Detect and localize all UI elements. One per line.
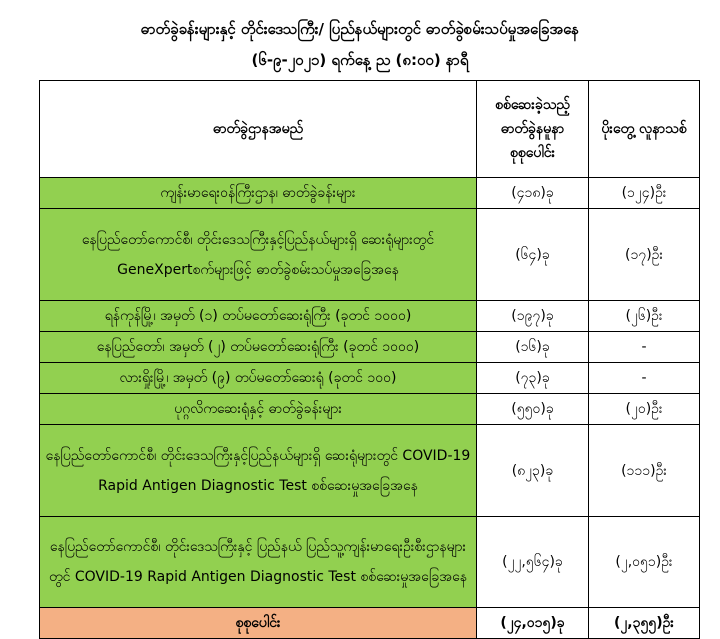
table-row — [40, 425, 700, 517]
positive-cell: (၁၁၁)ဦး — [589, 425, 700, 517]
positive-cell: - — [589, 332, 700, 363]
positive-cell: (၁၂၄)ဦး — [589, 178, 700, 209]
tests-cell: (၆၄)ခု — [477, 209, 589, 301]
table-row — [40, 517, 700, 608]
lab-name-cell: နေပြည်တော်ကောင်စီ၊ တိုင်းဒေသကြီးနှင့်ပြည်နယ်များရှိ ဆေးရုံများတွင် GeneXpertစက်များဖြင့် ဓာတ်ခွဲစမ်းသပ်မှုအခြေအနေ — [40, 209, 477, 301]
positive-cell: (၁၇)ဦး — [589, 209, 700, 301]
table-row — [40, 363, 700, 394]
tests-cell: (၈၂၃)ခု — [477, 425, 589, 517]
tests-cell: (၁၉၇)ခု — [477, 301, 589, 332]
table-row — [40, 209, 700, 301]
lab-name-cell: လားရှိုးမြို့၊ အမှတ် (၉) တပ်မတော်ဆေးရုံ (ခုတင် ၁၀၀) — [40, 363, 477, 394]
total-positive-cell: (၂,၃၅၅)ဦး — [589, 608, 700, 639]
header-row — [40, 81, 700, 178]
lab-name-cell: နေပြည်တော်ကောင်စီ၊ တိုင်းဒေသကြီးနှင့်ပြည်နယ်များရှိ ဆေးရုံများတွင် COVID-19 Rapid Antigen Diagnostic Test စစ်ဆေးမှုအခြေအနေ — [40, 425, 477, 517]
title-line-1: ဓာတ်ခွဲခန်းများနှင့် တိုင်းဒေသကြီး/ ပြည်နယ်များတွင် ဓာတ်ခွဲစမ်းသပ်မှုအခြေအနေ — [140, 20, 580, 38]
lab-name-cell: ကျန်းမာရေးဝန်ကြီးဌာန၊ ဓာတ်ခွဲခန်းများ — [40, 178, 477, 209]
lab-name-cell: နေပြည်တော်ကောင်စီ၊ တိုင်းဒေသကြီးနှင့် ပြည်နယ် ပြည်သူ့ကျန်းမာရေးဦးစီးဌာနများတွင် COVID-19 Rapid Antigen Diagnostic Test စစ်ဆေးမှုအခြေအနေ — [40, 517, 477, 608]
table-row — [40, 178, 700, 209]
tests-cell: (၅၅၀)ခု — [477, 394, 589, 425]
header-tests: စစ်ဆေးခဲ့သည့် ဓာတ်ခွဲနမူနာ စုစုပေါင်း — [477, 81, 589, 178]
positive-cell: (၂,၀၅၁)ဦး — [589, 517, 700, 608]
lab-name-cell: ပုဂ္ဂလိကဆေးရုံနှင့် ဓာတ်ခွဲခန်းများ — [40, 394, 477, 425]
header-positive: ပိုးတွေ့ လူနာသစ် — [589, 81, 700, 178]
positive-cell: - — [589, 363, 700, 394]
total-tests-cell: (၂၄,၀၁၅)ခု — [477, 608, 589, 639]
title-line-2: (၆-၉-၂၀၂၁) ရက်နေ့ ည (၈:၀၀) နာရီ — [251, 51, 469, 69]
lab-test-table — [39, 80, 700, 639]
header-lab-name: ဓာတ်ခွဲဌာနအမည် — [40, 81, 477, 178]
lab-name-cell: ရန်ကုန်မြို့၊ အမှတ် (၁) တပ်မတော်ဆေးရုံကြီး (ခုတင် ၁၀၀၀) — [40, 301, 477, 332]
positive-cell: (၂၆)ဦး — [589, 301, 700, 332]
total-label-cell: စုစုပေါင်း — [40, 608, 477, 639]
table-row — [40, 301, 700, 332]
tests-cell: (၇၃)ခု — [477, 363, 589, 394]
total-row — [40, 608, 700, 639]
table-row — [40, 332, 700, 363]
table-row — [40, 394, 700, 425]
tests-cell: (၂၂,၅၆၄)ခု — [477, 517, 589, 608]
positive-cell: (၂၀)ဦး — [589, 394, 700, 425]
lab-name-cell: နေပြည်တော်၊ အမှတ် (၂) တပ်မတော်ဆေးရုံကြီး (ခုတင် ၁၀၀၀) — [40, 332, 477, 363]
tests-cell: (၄၁၈)ခု — [477, 178, 589, 209]
tests-cell: (၁၆)ခု — [477, 332, 589, 363]
